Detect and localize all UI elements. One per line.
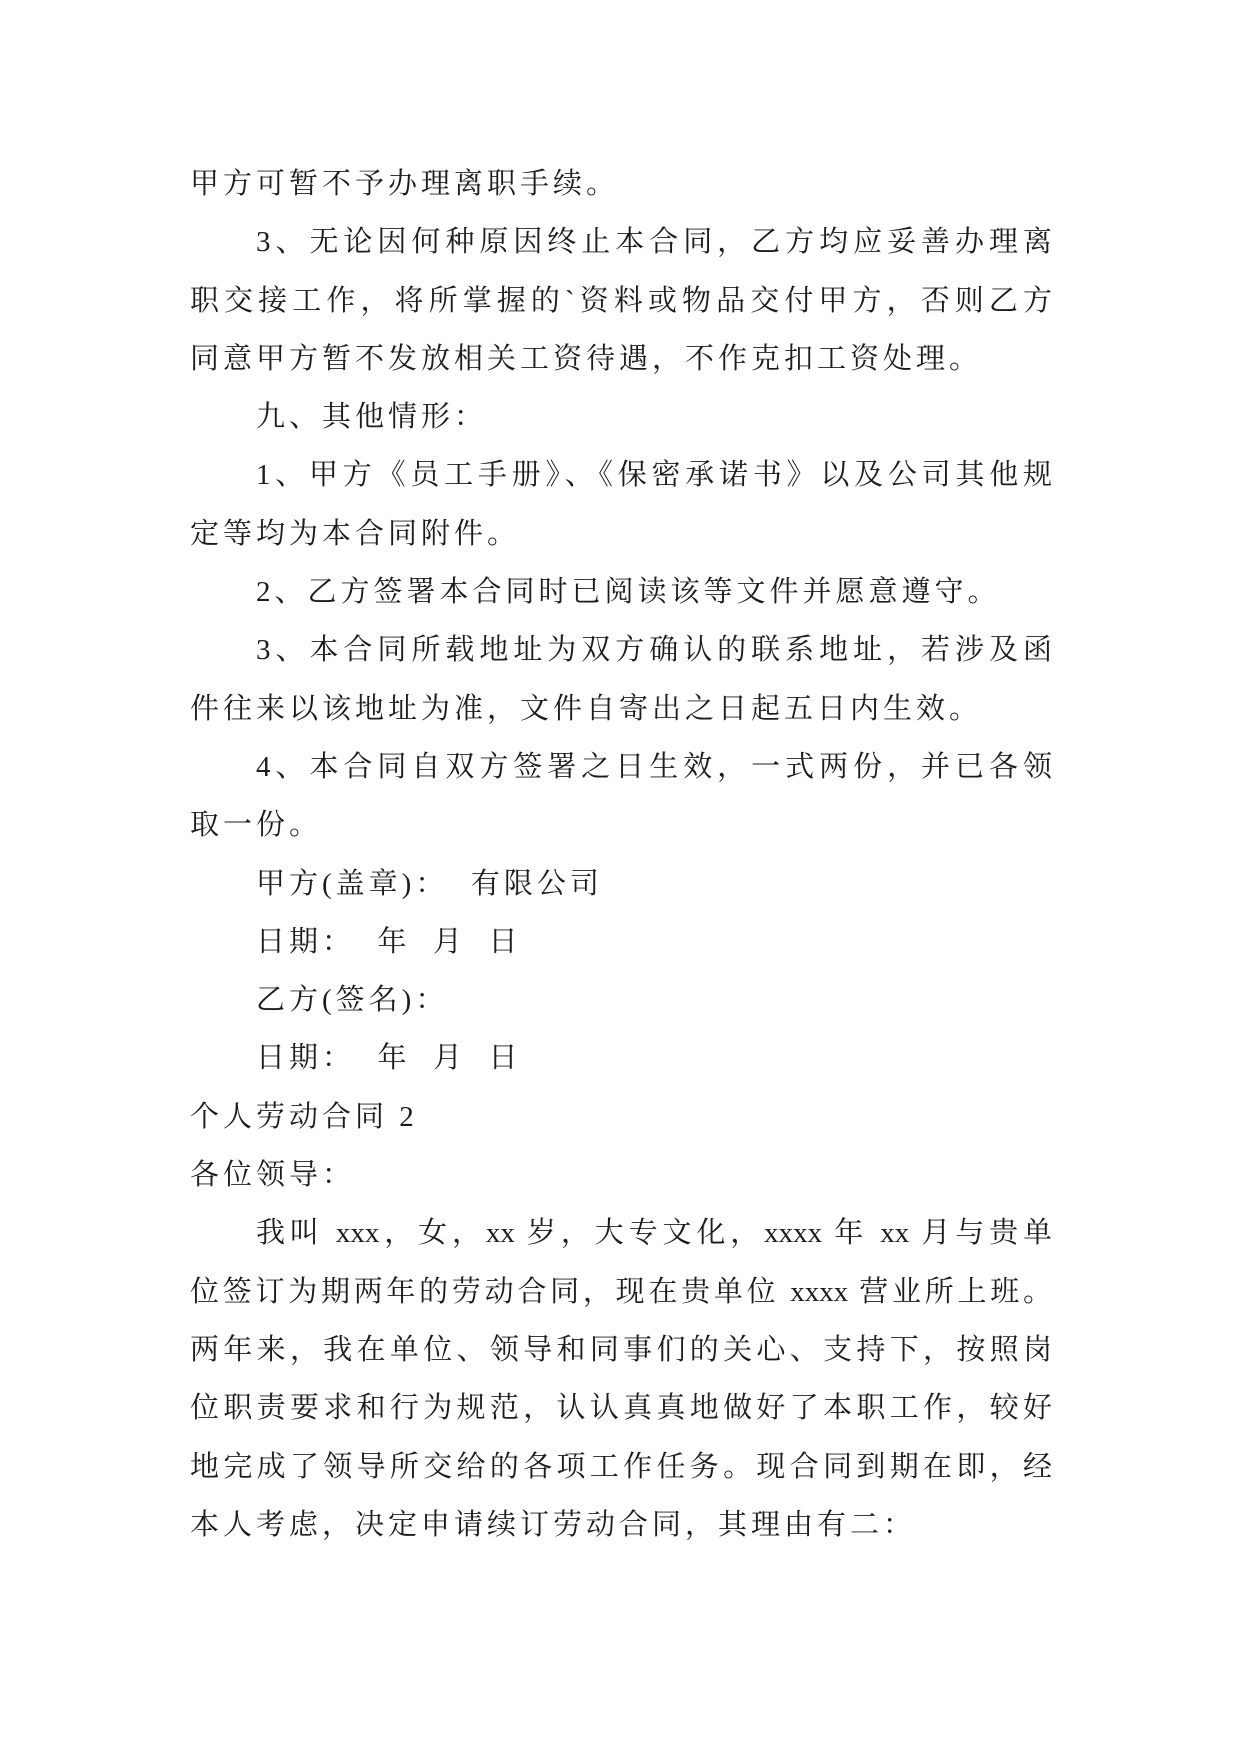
letter-body-line: 本人考虑，决定申请续订劳动合同，其理由有二：	[190, 1508, 917, 1541]
letter-body-line: 我叫 xxx，女，xx 岁，大专文化，xxxx 年 xx 月与贵单	[256, 1217, 1052, 1250]
section-heading: 九、其他情形：	[256, 401, 488, 434]
party-b-date-line: 日期： 年 月 日	[256, 1042, 522, 1075]
clause-line: 2、乙方签署本合同时已阅读该等文件并愿意遵守。	[256, 576, 1001, 609]
clause-line: 3、本合同所载地址为双方确认的联系地址，若涉及函	[256, 634, 1052, 667]
letter-body-line: 位签订为期两年的劳动合同，现在贵单位 xxxx 营业所上班。	[190, 1275, 1052, 1308]
clause-line: 职交接工作，将所掌握的`资料或物品交付甲方，否则乙方	[190, 284, 1052, 317]
party-a-signature-line: 甲方(盖章)： 有限公司	[256, 867, 603, 900]
clause-line: 1、甲方《员工手册》、《保密承诺书》以及公司其他规	[256, 459, 1052, 492]
clause-line: 件往来以该地址为准，文件自寄出之日起五日内生效。	[190, 692, 983, 725]
letter-body-line: 地完成了领导所交给的各项工作任务。现合同到期在即，经	[190, 1450, 1052, 1483]
clause-line: 4、本合同自双方签署之日生效，一式两份，并已各领	[256, 750, 1052, 783]
party-a-date-line: 日期： 年 月 日	[256, 925, 522, 958]
document-body	[190, 155, 1052, 1554]
clause-line: 定等均为本合同附件。	[190, 517, 521, 550]
letter-body-line: 位职责要求和行为规范，认认真真地做好了本职工作，较好	[190, 1392, 1052, 1425]
letter-body-line: 两年来，我在单位、领导和同事们的关心、支持下，按照岗	[190, 1333, 1052, 1366]
clause-line: 取一份。	[190, 809, 323, 842]
party-b-signature-line: 乙方(签名)：	[256, 984, 449, 1017]
salutation: 各位领导：	[190, 1159, 356, 1192]
clause-line: 同意甲方暂不发放相关工资待遇，不作克扣工资处理。	[190, 342, 983, 375]
document-title: 个人劳动合同 2	[190, 1100, 418, 1133]
clause-line: 甲方可暂不予办理离职手续。	[190, 168, 620, 200]
clause-line: 3、无论因何种原因终止本合同，乙方均应妥善办理离	[256, 226, 1052, 259]
